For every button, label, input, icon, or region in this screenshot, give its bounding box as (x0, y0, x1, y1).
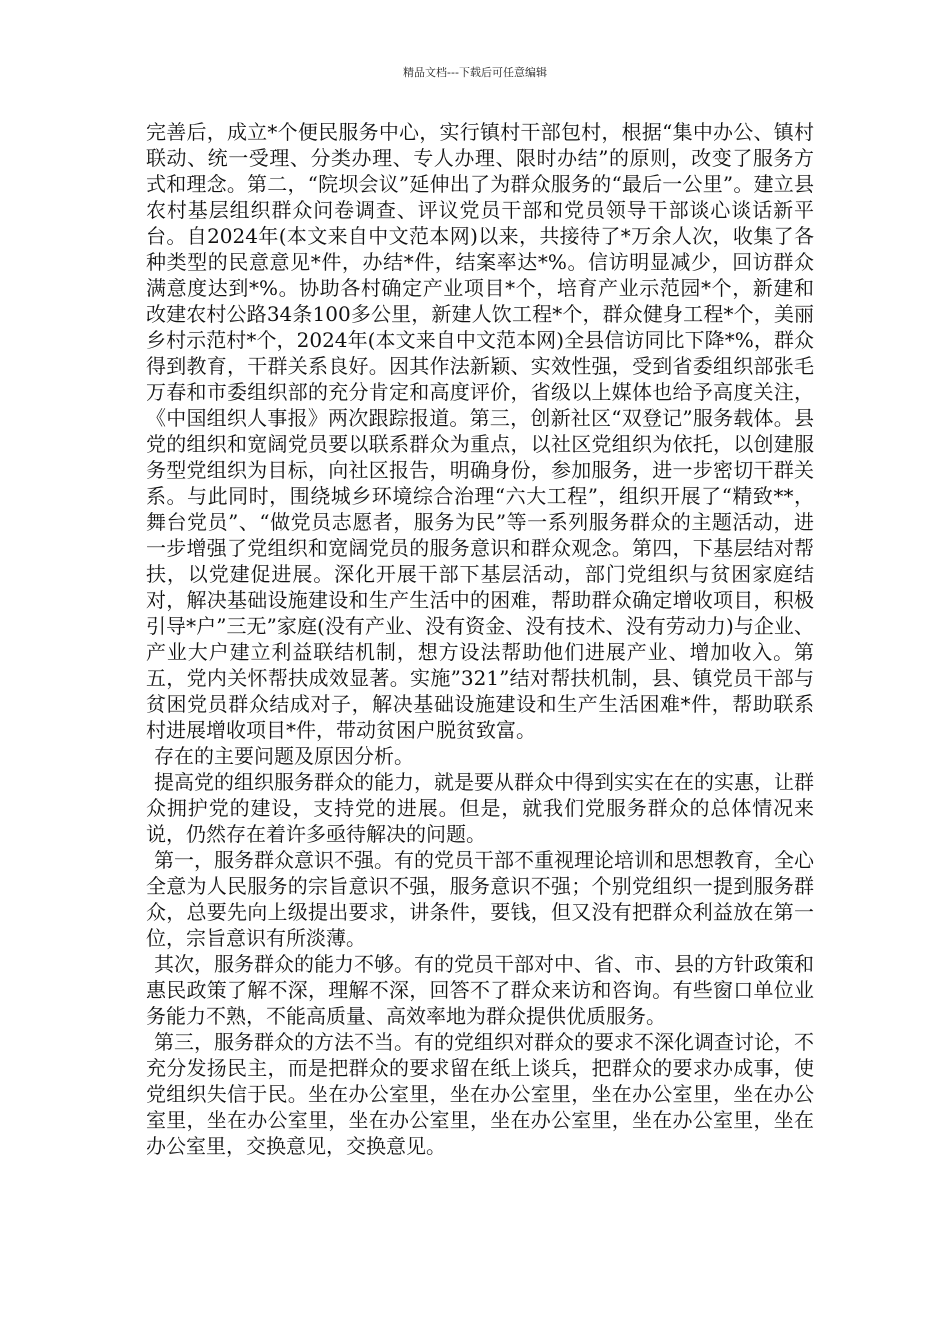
paragraph-section-heading: 存在的主要问题及原因分析。 (154, 744, 414, 768)
paragraph-continuation: 完善后，成立*个便民服务中心，实行镇村干部包村，根据“集中办公、镇村联动、统一受理、分类办理、专人办理、限时办结”的原则，改变了服务方式和理念。第二，“院坝会议”延伸出了为群众服务的“最后一公里”。建立县农村基层组织群众问卷调查、评议党员干部和党员领导干部谈心谈话新平台。自2024年(本文来自中文范本网)以来，共接待了*万余人次，收集了各种类型的民意意见*件，办结*件，结案率达*%。信访明显减少，回访群众满意度达到*%。协助各村确定产业项目*个，培育产业示范园*个，新建和改建农村公路34条100多公里，新建人饮工程*个，群众健身工程*个，美丽乡村示范村*个，2024年(本文来自中文范本网)全县信访同比下降*%，群众得到教育，干群关系良好。因其作法新颖、实效性强，受到省委组织部张毛万春和市委组织部的充分肯定和高度评价，省级以上媒体也给予高度关注，《中国组织人事报》两次跟踪报道。第三，创新社区“双登记”服务载体。县党的组织和宽阔党员要以联系群众为重点，以社区党组织为依托，以创建服务型党组织为目标，向社区报告，明确身份，参加服务，进一步密切干群关系。与此同时，围绕城乡环境综合治理“六大工程”，组织开展了“精致**，舞台党员”、“做党员志愿者，服务为民”等一系列服务群众的主题活动，进一步增强了党组织和宽阔党员的服务意识和群众观念。第四，下基层结对帮扶，以党建促进展。深化开展干部下基层活动，部门党组织与贫困家庭结对，解决基础设施建设和生产生活中的困难，帮助群众确定增收项目，积极引导*户”三无”家庭(没有产业、没有资金、没有技术、没有劳动力)与企业、产业大户建立利益联结机制，想方设法帮助他们进展产业、增加收入。第五，党内关怀帮扶成效显著。实施”321”结对帮扶机制，县、镇党员干部与贫困党员群众结成对子，解决基础设施建设和生产生活困难*件，帮助联系村进展增收项目*件，带动贫困户脱贫致富。 (146, 120, 814, 742)
page-header: 精品文档---下载后可任意编辑 (403, 66, 547, 79)
paragraph-problem-one: 第一，服务群众意识不强。有的党员干部不重视理论培训和思想教育，全心全意为人民服务的宗旨意识不强，服务意识不强；个别党组织一提到服务群众，总要先向上级提出要求，讲条件，要钱，但又没有把群众利益放在第一位，宗旨意识有所淡薄。 (146, 848, 814, 950)
document-body (146, 119, 814, 1159)
paragraph-problem-two: 其次，服务群众的能力不够。有的党员干部对中、省、市、县的方针政策和惠民政策了解不深，理解不深，回答不了群众来访和咨询。有些窗口单位业务能力不熟，不能高质量、高效率地为群众提供优质服务。 (146, 952, 814, 1028)
paragraph-intro: 提高党的组织服务群众的能力，就是要从群众中得到实实在在的实惠，让群众拥护党的建设，支持党的进展。但是，就我们党服务群众的总体情况来说，仍然存在着许多亟待解决的问题。 (146, 770, 814, 846)
paragraph-problem-three: 第三，服务群众的方法不当。有的党组织对群众的要求不深化调查讨论，不充分发扬民主，而是把群众的要求留在纸上谈兵，把群众的要求办成事，使党组织失信于民。坐在办公室里，坐在办公室里，坐在办公室里，坐在办公室里，坐在办公室里，坐在办公室里，坐在办公室里，坐在办公室里，坐在办公室里，交换意见，交换意见。 (146, 1030, 814, 1158)
